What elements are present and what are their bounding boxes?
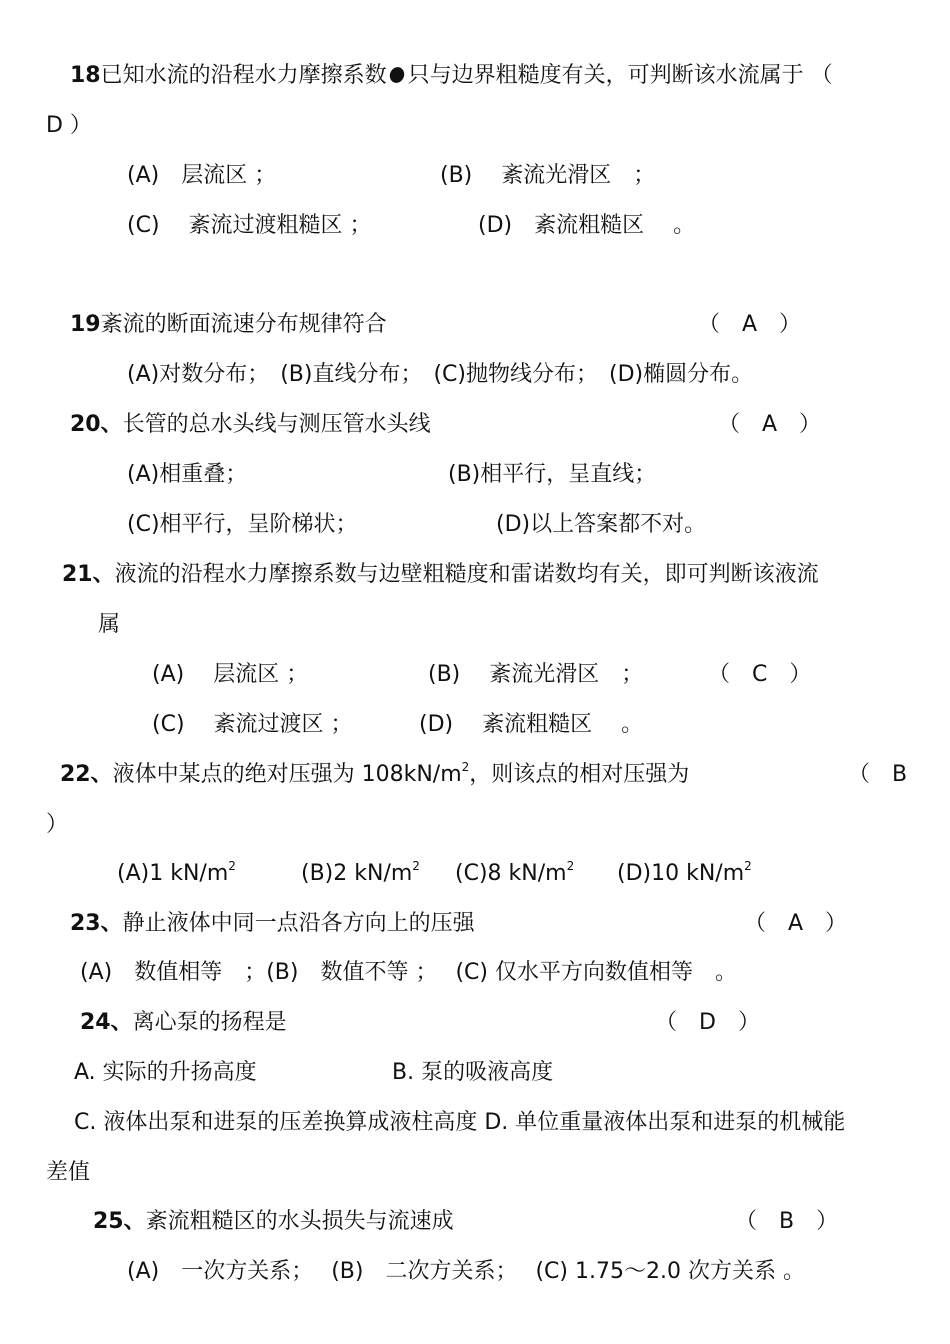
answer: （ A ） [718,412,822,437]
question-text: 已知水流的沿程水力摩擦系数 [100,63,387,88]
option-text: (D)10 kN/m [617,861,745,886]
option-text: (A)1 kN/m [117,861,229,886]
option-b: B. 泵的吸液高度 [392,1060,554,1085]
option-c: (C) 紊流过渡区 ； [152,712,353,737]
question-number: 18 [70,63,101,88]
option-c [455,859,574,889]
question-text: 紊流的断面流速分布规律符合 [100,312,387,337]
superscript: 2 [412,859,420,873]
question-text: 长管的总水头线与测压管水头线 [122,412,431,437]
question-number: 20、 [70,412,123,437]
options: (A) 一次方关系； (B) 二次方关系； (C) 1.75～2.0 次方关系 。 [127,1259,805,1284]
option-d: (D) 紊流粗糙区 。 [419,712,644,737]
question-number: 25、 [93,1209,146,1234]
question-25-stem [93,1207,454,1237]
option-d: (D) 紊流粗糙区 。 [478,213,696,238]
option-b: (B) 紊流光滑区 ； [428,662,644,687]
question-text-end: ，则该点的相对压强为 [469,762,690,787]
option-c: (C) 紊流过渡粗糙区 ； [127,213,372,238]
answer: （ C ） [708,662,812,687]
answer-line: D ） [46,113,92,138]
option-c-d: C. 液体出泵和进泵的压差换算成液柱高度 D. 单位重量液体出泵和进泵的机械能 [74,1110,846,1135]
question-24-stem [80,1008,287,1038]
option-b: (B) 紊流光滑区 ； [440,163,656,188]
superscript: 2 [566,859,575,873]
question-number: 21、 [62,562,115,587]
option-b [301,859,420,889]
question-text: 只与边界粗糙度有关，可判断该水流属于 （ [407,63,833,88]
answer: （ A ） [744,911,848,936]
question-number: 23、 [70,911,123,936]
option-text: (C)8 kN/m [455,861,567,886]
option-a: A. 实际的升扬高度 [74,1060,257,1085]
option-a: (A) 层流区 ； [152,662,309,687]
option-text: (B)2 kN/m [301,861,413,886]
question-22-stem [60,760,689,790]
question-21-stem [62,560,819,590]
option-b: (B)相平行，呈直线； [448,462,657,487]
answer-close: ） [46,812,69,837]
question-text: 离心泵的扬程是 [132,1010,287,1035]
option-a: (A) 层流区 ； [127,163,277,188]
question-19-stem [70,310,387,340]
question-18-stem [70,61,833,91]
superscript: 2 [228,859,236,873]
question-text-cont: 属 [98,612,121,637]
options: (A) 数值相等 ；(B) 数值不等 ； (C) 仅水平方向数值相等 。 [80,960,737,985]
question-text: 液流的沿程水力摩擦系数与边壁粗糙度和雷诺数均有关，即可判断该液流 [114,562,819,587]
answer: （ D ） [655,1010,760,1035]
lambda-symbol-icon [387,65,406,85]
question-number: 19 [70,312,101,337]
question-number: 22、 [60,762,113,787]
option-a: (A)相重叠； [127,462,248,487]
options: (A)对数分布； (B)直线分布； (C)抛物线分布； (D)椭圆分布。 [127,362,754,387]
option-a [117,859,236,889]
question-text: 紊流粗糙区的水头损失与流速成 [145,1209,454,1234]
question-23-stem [70,909,475,939]
option-c: (C)相平行，呈阶梯状； [127,512,358,537]
option-d [617,859,752,889]
answer: （ A ） [698,312,802,337]
option-d: (D)以上答案都不对。 [496,512,707,537]
question-text: 液体中某点的绝对压强为 108kN/m [112,762,462,787]
question-20-stem [70,410,431,440]
option-d-cont: 差值 [46,1160,91,1185]
superscript: 2 [461,760,470,774]
answer: （ B [848,762,908,787]
superscript: 2 [744,859,752,873]
answer: （ B ） [735,1209,839,1234]
question-text: 静止液体中同一点沿各方向上的压强 [122,911,475,936]
question-number: 24、 [80,1010,133,1035]
